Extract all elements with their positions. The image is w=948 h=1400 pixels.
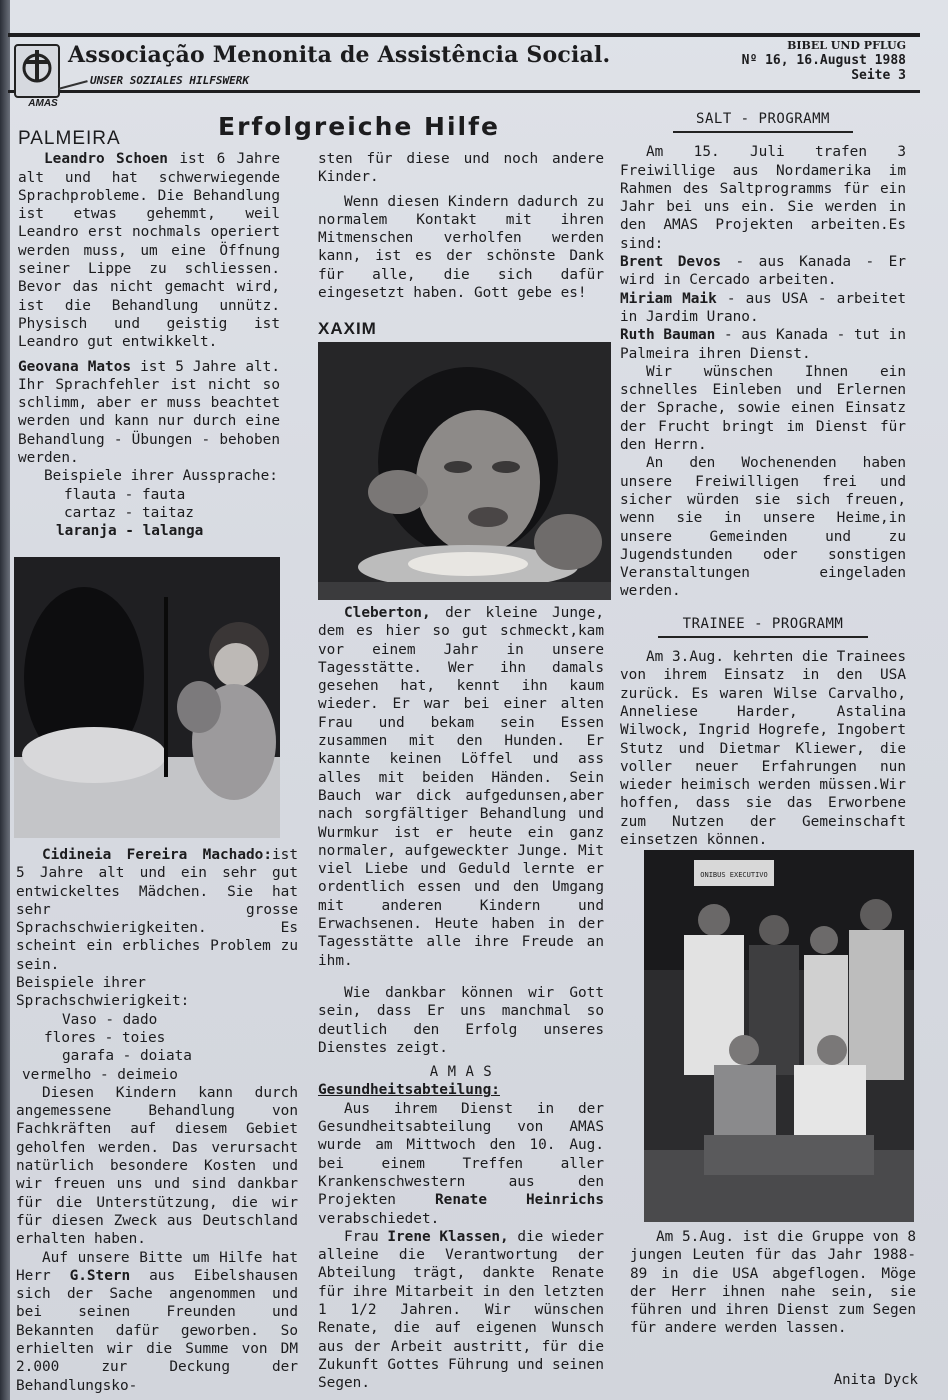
- salt-intro: Am 15. Juli trafen 3 Freiwillige aus Nordamerika im Rahmen des Saltprogramms für ein Jahr bei uns ein. Sie werden in den AMAS Projekten arbeiten.Es sind:: [620, 144, 906, 252]
- examples-1-intro: Beispiele ihrer Aussprache:: [44, 468, 278, 485]
- example-item: laranja - lalanga: [56, 523, 204, 540]
- volunteer-name: Brent Devos: [620, 254, 722, 271]
- example-item: vermelho - deimeio: [22, 1066, 178, 1083]
- page-binding: [0, 0, 10, 1400]
- header-top-rule: [8, 33, 920, 37]
- headline: Erfolgreiche Hilfe: [218, 112, 500, 141]
- volunteer-item: [620, 326, 906, 363]
- stern-name: G.Stern: [69, 1267, 131, 1284]
- column-1-bottom: [16, 846, 298, 1395]
- cidineia-paragraph: [16, 846, 298, 974]
- cleberton-name: Cleberton,: [344, 605, 431, 621]
- column-2-bottom: [318, 604, 604, 1392]
- leandro-name: Leandro Schoen: [44, 151, 168, 168]
- tagline: UNSER SOZIALES HILFSWERK: [90, 74, 249, 87]
- example-item: garafa - doiata: [62, 1048, 192, 1065]
- volunteer-text: - aus Kanada - tut in Palmeira ihren Dienst.: [620, 327, 906, 362]
- amas-label: A M A S: [429, 1064, 493, 1081]
- publication-name: BIBEL UND PFLUG: [787, 39, 906, 52]
- irene-name: Irene Klassen,: [387, 1228, 509, 1245]
- health-text-post: verabschiedet.: [318, 1210, 440, 1227]
- page-number: Seite 3: [851, 68, 906, 83]
- health-paragraph: [318, 1100, 604, 1228]
- irene-paragraph: [318, 1228, 604, 1393]
- treatment-paragraph: Diesen Kindern kann durch angemessene Behandlung von Fachkräften auf diesem Gebiet geholfen werden. Das verursacht natürlich besondere Kosten und wir freuen uns und sind dankbar für die Unterstützung, die wir für diesen Zweck aus Deutschland erhalten haben.: [16, 1084, 298, 1248]
- geovana-paragraph: [18, 358, 280, 468]
- volunteer-list: [620, 253, 906, 363]
- stern-paragraph: [16, 1249, 298, 1395]
- stern-text: aus Eibelshausen sich der Sache angenommen und bei seinen Freunden und Bekannten dafür geworben. So erhielten wir die Summe von DM 2.000 zur Deckung der Behandlungsko-: [16, 1267, 298, 1394]
- examples-1-list: [56, 486, 280, 541]
- example-item: flores - toies: [44, 1029, 166, 1046]
- volunteer-item: [620, 290, 906, 327]
- cross-globe-icon: [20, 48, 54, 86]
- renate-name: Renate Heinrichs: [435, 1192, 604, 1209]
- examples-2-list: [22, 1011, 298, 1084]
- volunteer-name: Ruth Bauman: [620, 327, 716, 344]
- amas-logo: [14, 44, 60, 109]
- trainee-paragraph: Am 3.Aug. kehrten die Trainees von ihrem Einsatz in den USA zurück. Es waren Wilse Carvalho, Anneliese Harder, Astalina Wilwock, Ingrid Hogrefe, Ingobert Stutz und Dietmar Kliewer, die voller neuer Erfahrungen nun wieder heimisch werden müssen.Wir hoffen, dass sie das Erworbene zum Nutzen der Gemeinschaft einsetzen können.: [620, 649, 906, 848]
- author-signature: Anita Dyck: [833, 1372, 918, 1388]
- thanks-paragraph: Wenn diesen Kindern dadurch zu normalem Kontakt mit ihren Mitmenschen verholfen werden kann, ist es der schönste Dank für alle, die sich dafür eingesetzt haben. Gott gebe es!: [318, 193, 604, 302]
- issue-info: [742, 38, 906, 83]
- volunteer-text: - aus USA - arbeitet in Jardim Urano.: [620, 290, 906, 325]
- geovana-text: ist 5 Jahre alt. Ihr Sprachfehler ist nicht so schlimm, aber er muss beachtet werden und kann nur durch eine Behandlung - Übungen - behoben werden.: [18, 358, 280, 467]
- stern-pre: Auf unsere Bitte um Hilfe hat Herr: [16, 1249, 298, 1284]
- caption-text: Am 5.Aug. ist die Gruppe von 8 jungen Leuten für das Jahr 1988-89 in die USA abgeflogen. Möge der Herr ihnen nahe sein, sie führen und ihren Dienst zum Segen für andere werden lassen.: [630, 1229, 916, 1337]
- volunteer-item: [620, 253, 906, 290]
- wish-paragraph: Wir wünschen Ihnen ein schnelles Einleben und Erlernen der Sprache, sowie einen Einsatz der Frucht bringt im Dienst für den Herrn.: [620, 363, 906, 454]
- tagline-stroke: [58, 80, 87, 90]
- cleberton-paragraph: [318, 604, 604, 970]
- geovana-name: Geovana Matos: [18, 358, 132, 375]
- cidineia-text: ist 5 Jahre alt und ein sehr gut entwickeltes Mädchen. Sie hat sehr grosse Sprachschwierigkeiten. Es scheint ein erbliches Problem zu sein.: [16, 847, 298, 973]
- gratitude-paragraph: Wie dankbar können wir Gott sein, dass Er uns manchmal so deutlich den Erfolg unseres Dienstes zeigt.: [318, 984, 604, 1056]
- example-item: Vaso - dado: [62, 1011, 158, 1028]
- logo-text: AMAS: [28, 98, 58, 109]
- example-item: flauta - fauta: [64, 486, 186, 503]
- example-item: cartaz - taitaz: [64, 504, 194, 521]
- cleberton-text: der kleine Junge, dem es hier so gut schmeckt,kam vor einem Jahr in unsere Tagesstätte. Wer ihn damals gesehen hat, kennt ihn kaum wieder. Er war bei einer alten Frau und bekam sein Essen zusammen mit den Hunden. Er kannte keinen Löffel und ass alles mit beiden Händen. Sein Bauch war dick aufgedunsen,aber nach sorgfältiger Behandlung und Wurmkur ist er heute ein ganz normaler, aufgeweckter Junge. Mit viel Liebe und Geduld lernte er ordentlich essen und den Umgang mit anderen Kindern und Erwachsenen. Heute haben in der Tagesstätte alle ihre Freude an ihm.: [318, 605, 604, 969]
- cidineia-name: Cidineia Fereira Machado:: [42, 847, 272, 863]
- photo-cleberton: [318, 342, 611, 600]
- leandro-paragraph: [18, 150, 280, 351]
- volunteer-name: Miriam Maik: [620, 290, 717, 307]
- leandro-text: ist 6 Jahre alt und hat schwerwiegende Sprachprobleme. Die Behandlung ist etwas gehemmt, weil Leandro erst nochmals operiert werden muss, um eine Öffnung seiner Lippe zu schliessen. Bevor das nicht gemacht wird, ist die Behandlung unnütz. Physisch und geistig ist Leandro gut entwikkelt.: [18, 151, 280, 351]
- location-xaxim: XAXIM: [318, 319, 377, 339]
- examples-2-intro: Beispiele ihrer Sprachschwierigkeit:: [16, 975, 190, 1010]
- column-2-top: [318, 150, 604, 339]
- header-bottom-rule: [8, 90, 920, 93]
- continuation-paragraph: sten für diese und noch andere Kinder.: [318, 151, 604, 186]
- column-1-top: [18, 130, 280, 541]
- issue-number: Nº 16, 16.August 1988: [741, 53, 906, 68]
- column-3-top: [620, 110, 906, 849]
- health-text-pre: Aus ihrem Dienst in der Gesundheitsabteilung von AMAS wurde am Mittwoch den 10. Aug. bei einem Treffen aller Krankenschwestern aus den Projekten: [318, 1100, 604, 1209]
- org-name: Associação Menonita de Assistência Social.: [68, 42, 611, 68]
- volunteer-text: - aus Kanada - Er wird in Cercado arbeiten.: [620, 254, 906, 289]
- salt-heading: SALT - PROGRAMM: [673, 110, 853, 133]
- photo-caption: [630, 1228, 916, 1338]
- location-palmeira: PALMEIRA: [18, 128, 121, 149]
- weekends-paragraph: An den Wochenenden haben unsere Freiwilligen frei und sicher würden sie sich freuen, wenn sie in unsere Heime,in unsere Gemeinden und zu Jugendstunden oder sonstigen Veranstaltungen eingeladen werden.: [620, 455, 906, 600]
- photo-palmeira-children: [14, 557, 280, 838]
- trainee-heading: TRAINEE - PROGRAMM: [658, 615, 868, 638]
- photo-group-departure: [644, 850, 914, 1222]
- irene-pre: Frau: [344, 1228, 379, 1245]
- health-heading: Gesundheitsabteilung:: [318, 1082, 500, 1099]
- bus-sign-text: ONIBUS EXECUTIVO: [700, 871, 768, 879]
- irene-text: die wieder alleine die Verantwortung der Abteilung trägt, dankte Renate für ihre Mitarbeit in den letzten 1 1/2 Jahren. Wir wünschen Renate, die auf eigenen Wunsch aus der Arbeit austritt, für die Zukunft Gottes Führung und seinen Segen.: [318, 1228, 604, 1392]
